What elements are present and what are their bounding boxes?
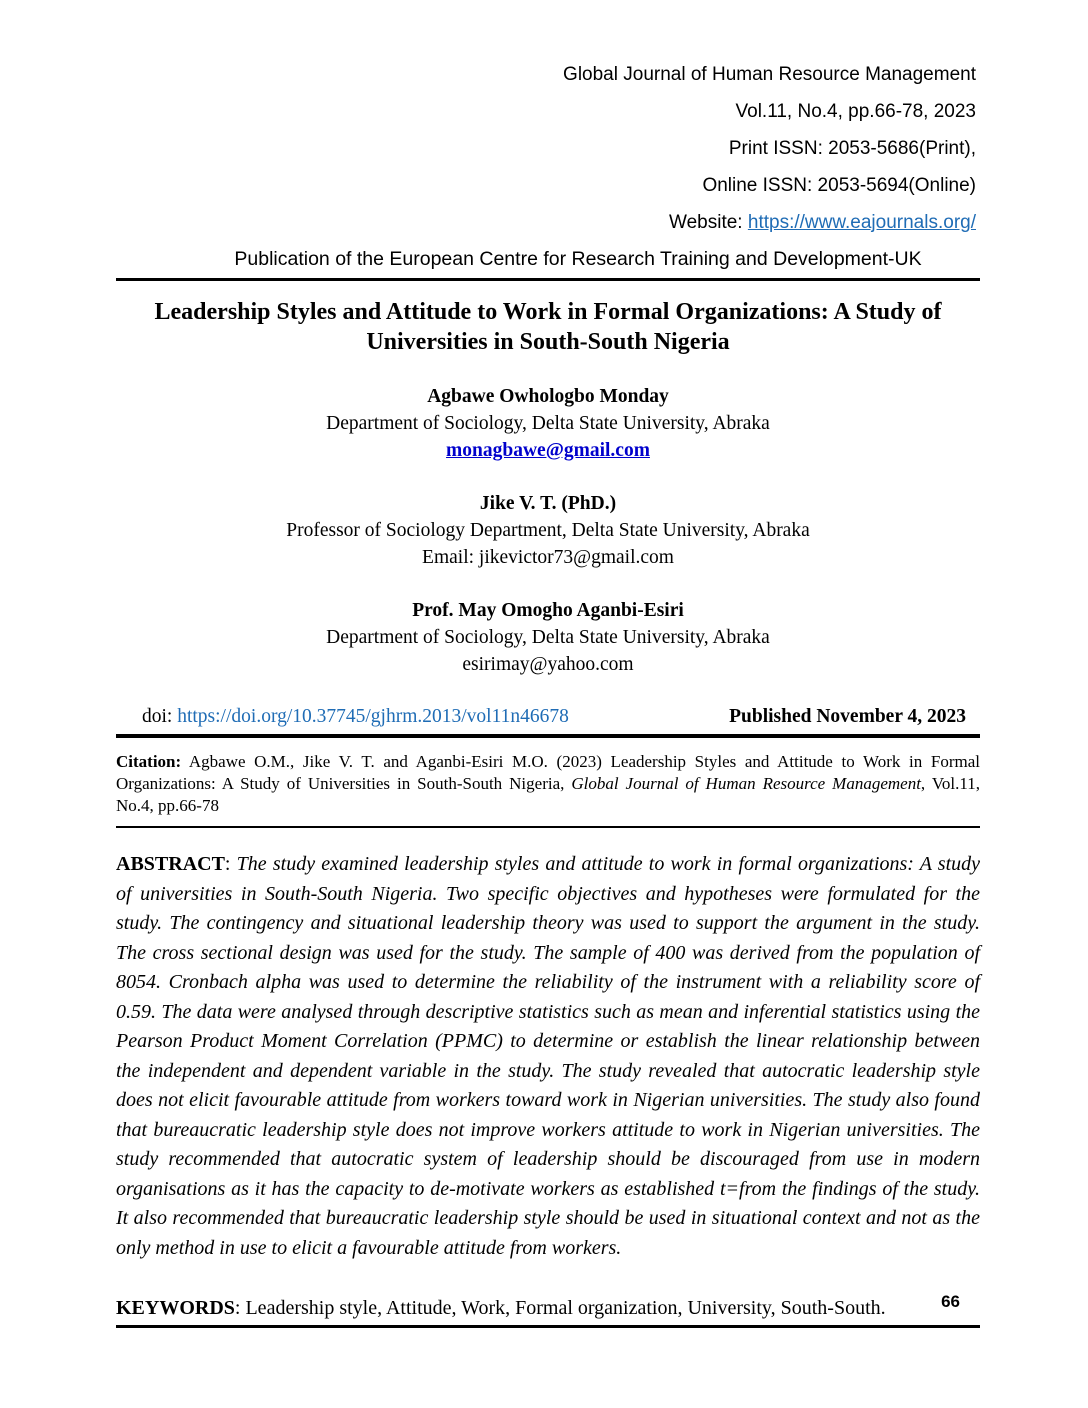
author-3-affiliation: Department of Sociology, Delta State University, Abraka bbox=[326, 627, 770, 648]
keywords-label: KEYWORDS bbox=[116, 1297, 235, 1319]
website-label: Website: bbox=[669, 212, 748, 233]
keywords-text: Leadership style, Attitude, Work, Formal organization, University, South-South. bbox=[245, 1297, 886, 1319]
author-1-email-link[interactable]: monagbawe@gmail.com bbox=[446, 440, 650, 461]
abstract-separator: : bbox=[224, 853, 237, 875]
author-block-1 bbox=[116, 383, 980, 464]
published-date: Published November 4, 2023 bbox=[729, 706, 966, 727]
author-2-name: Jike V. T. (PhD.) bbox=[479, 493, 617, 514]
doi-row bbox=[116, 702, 980, 738]
author-3-email: esirimay@yahoo.com bbox=[462, 654, 634, 675]
abstract-text: The study examined leadership styles and attitude to work in formal organizations: A study of universities in South-South Nigeria. Two specific objectives and hypotheses were formulated for the study. The contingency and situational leadership theory was used to support the argument in the study. The cross sectional design was used for the study. The sample of 400 was derived from the population of 8054. Cronbach alpha was used to determine the reliability of the instrument with a reliability score of 0.59. The data were analysed through descriptive statistics such as mean and inferential statistics using the Pearson Product Moment Correlation (PPMC) to determine or establish the linear relationship between the independent and dependent variable in the study. The study revealed that autocratic leadership style does not elicit favourable attitude from workers toward work in Nigerian universities. The study also found that bureaucratic leadership style does not improve workers attitude to work in Nigerian universities. The study recommended that autocratic system of leadership should be discouraged from use in modern organisations as it has the capacity to de-motivate workers as established t=from the findings of the study. It also recommended that bureaucratic leadership style should be used in situational context and not as the only method in use to elicit a favourable attitude from workers. bbox=[116, 853, 981, 1259]
author-block-2 bbox=[116, 490, 980, 571]
journal-name: Global Journal of Human Resource Management bbox=[563, 64, 976, 85]
author-1-email-line bbox=[116, 437, 980, 464]
journal-volume-line: Vol.11, No.4, pp.66-78, 2023 bbox=[735, 101, 976, 122]
page-number: 66 bbox=[941, 1292, 960, 1311]
doi-label: doi: bbox=[142, 706, 178, 727]
doi-line bbox=[142, 702, 569, 732]
keywords-separator: : bbox=[234, 1297, 246, 1319]
website-line bbox=[116, 204, 980, 241]
abstract-label: ABSTRACT bbox=[116, 853, 225, 875]
author-block-3 bbox=[116, 597, 980, 678]
citation-journal-name: Global Journal of Human Resource Management bbox=[571, 774, 921, 793]
abstract-block bbox=[116, 850, 980, 1263]
website-link[interactable]: https://www.eajournals.org/ bbox=[747, 212, 976, 233]
journal-header bbox=[116, 0, 980, 281]
author-1-name: Agbawe Owhologbo Monday bbox=[427, 386, 669, 407]
page-content bbox=[116, 0, 980, 1328]
print-issn-line: Print ISSN: 2053-5686(Print), bbox=[728, 138, 976, 159]
author-2-email: Email: jikevictor73@gmail.com bbox=[422, 547, 674, 568]
author-2-affiliation: Professor of Sociology Department, Delta State University, Abraka bbox=[286, 520, 810, 541]
citation-block bbox=[116, 751, 980, 828]
citation-text-after: , Vol.11, No.4, pp.66-78 bbox=[116, 774, 981, 815]
citation-text-before: Agbawe O.M., Jike V. T. and Aganbi-Esiri M.O. (2023) Leadership Styles and Attitude to Work in Formal Organizations: A Study of Universities in South-South Nigeria, bbox=[116, 752, 980, 793]
paper-title: Leadership Styles and Attitude to Work in Formal Organizations: A Study of Universities in South-South Nigeria bbox=[154, 299, 942, 355]
citation-label: Citation: bbox=[116, 752, 182, 771]
online-issn-line: Online ISSN: 2053-5694(Online) bbox=[702, 175, 976, 196]
keywords-block bbox=[116, 1295, 980, 1328]
author-3-name: Prof. May Omogho Aganbi-Esiri bbox=[412, 600, 684, 621]
publication-line: Publication of the European Centre for Research Training and Development-UK bbox=[116, 241, 980, 281]
author-1-affiliation: Department of Sociology, Delta State University, Abraka bbox=[326, 413, 770, 434]
doi-link[interactable]: https://doi.org/10.37745/gjhrm.2013/vol11n46678 bbox=[177, 706, 569, 727]
